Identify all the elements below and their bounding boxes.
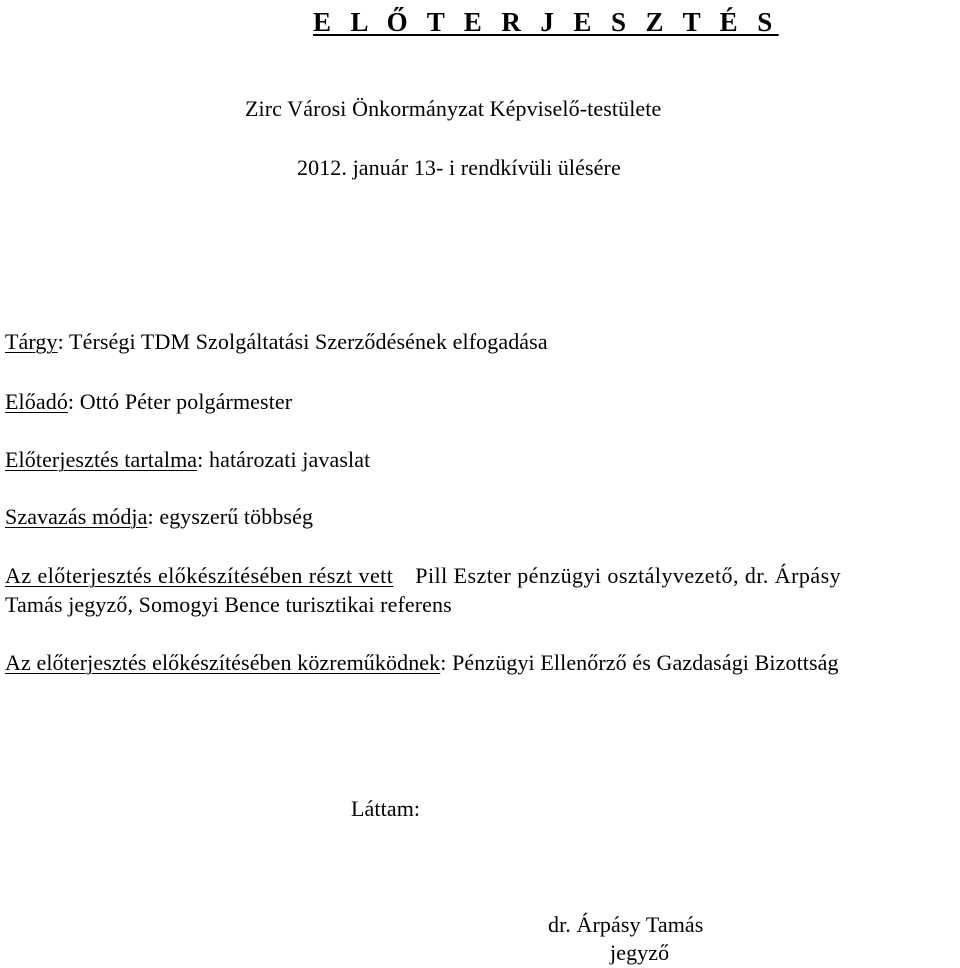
preparers-label: Az előterjesztés előkészítésében részt vett [5,563,394,588]
document-title: E L Ő T E R J E S Z T É S [313,7,779,37]
seen-label: Láttam: [351,796,421,821]
preparers-line-1 [5,563,841,589]
meeting-date: 2012. január 13- i rendkívüli ülésére [297,155,621,180]
content-value: : határozati javaslat [197,447,371,472]
voting-value: : egyszerű többség [147,504,314,529]
addressee: Zirc Városi Önkormányzat Képviselő-testülete [245,96,662,121]
signatory-role: jegyző [610,940,670,965]
subject-label: Tárgy [5,329,58,354]
preparers-value-1: Pill Eszter pénzügyi osztályvezető, dr. Árpásy [415,563,842,588]
contributors-line [5,650,839,676]
contributors-label: Az előterjesztés előkészítésében közreműködnek [5,650,441,675]
contributors-value: : Pénzügyi Ellenőrző és Gazdasági Bizottság [440,650,839,675]
content-label: Előterjesztés tartalma [5,447,198,472]
presenter-label: Előadó [5,389,68,414]
presenter-value: : Ottó Péter polgármester [67,389,293,414]
content-line [5,447,370,473]
presenter-line [5,389,292,415]
preparers-line-2: Tamás jegyző, Somogyi Bence turisztikai referens [5,592,452,617]
voting-line [5,504,313,530]
voting-label: Szavazás módja [5,504,148,529]
subject-line [5,329,548,355]
subject-value: : Térségi TDM Szolgáltatási Szerződésének elfogadása [57,329,548,354]
signatory-name: dr. Árpásy Tamás [548,912,704,937]
